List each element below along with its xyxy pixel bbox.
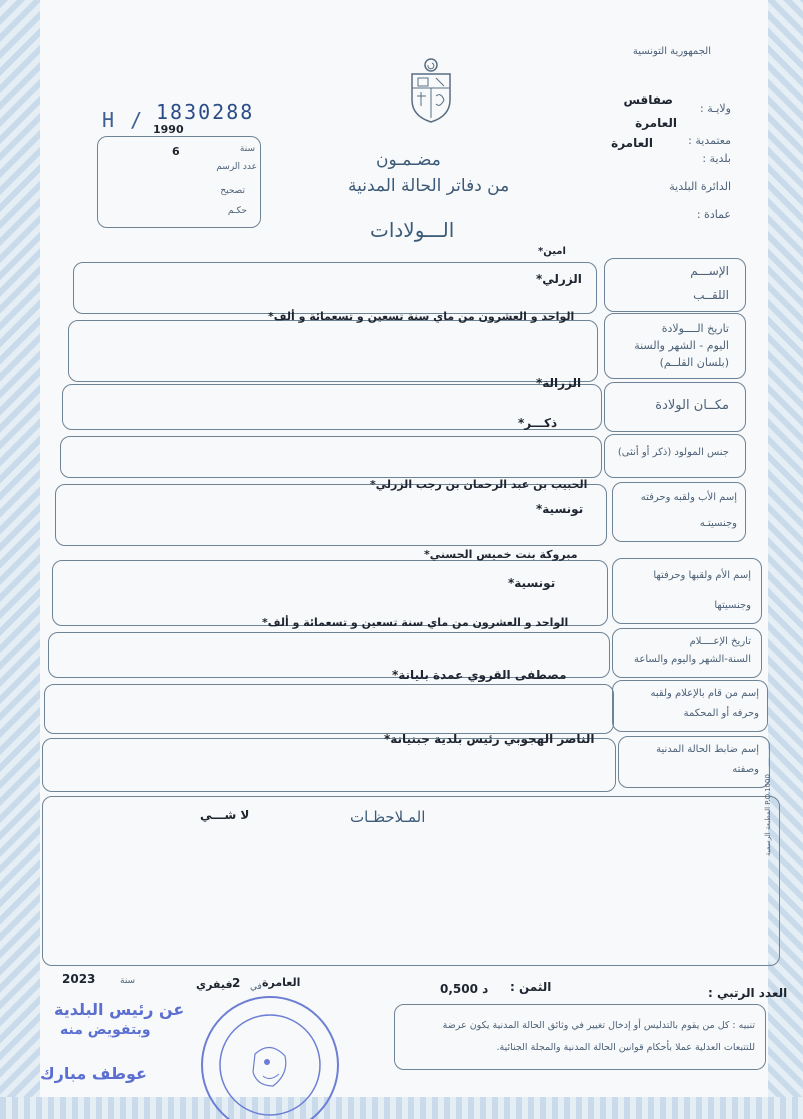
value-box-gender <box>60 436 602 478</box>
value-father-nationality: تونسية* <box>536 502 584 516</box>
value-mother-nationality: تونسية* <box>508 576 556 590</box>
document-title-registers: من دفاتر الحالة المدنية <box>348 176 510 196</box>
document-title-births: الـــولادات <box>370 218 455 242</box>
price-label: الثمن : <box>510 980 552 994</box>
label-box-father <box>612 482 746 542</box>
value-surname: الزرلي* <box>536 272 582 286</box>
serial-no-label: العدد الرتبي : <box>708 986 788 1000</box>
remarks-label: المـلاحظـات <box>350 808 426 826</box>
label-gender: جنس المولود (ذكر أو أنثى) <box>617 447 729 458</box>
register-count: 6 <box>172 145 180 158</box>
label-father-nationality: وجنسيتـه <box>699 518 737 529</box>
label-birth-date-sub: اليوم - الشهر والسنة <box>634 339 729 352</box>
value-registrar: الناصر الهجوبي رئيس بلدية جبنيانة* <box>384 732 595 746</box>
republic-label: الجمهورية التونسية <box>632 46 711 57</box>
value-box-birth-date <box>68 320 598 382</box>
print-code: المطبعة الرسمية P.O.1000 <box>764 774 772 856</box>
label-registrar: إسم ضابط الحالة المدنية <box>656 744 759 755</box>
governorate-label: ولايـة : <box>700 102 731 115</box>
serial-number: 1830288 <box>156 100 255 124</box>
warning-box <box>394 1004 766 1070</box>
footer-day: 2 <box>232 976 241 990</box>
decorative-border-left <box>0 0 42 1119</box>
value-mother: مبروكة بنت خميس الحسني* <box>424 548 578 561</box>
footer-month: فيفري <box>196 978 233 991</box>
value-box-registrar <box>42 738 616 792</box>
value-declarant: مصطفى القروي عمدة بليانة* <box>392 668 567 682</box>
value-birth-place: الزرالة* <box>536 376 582 390</box>
label-mother: إسم الأم ولقبها وحرفتها <box>653 570 751 581</box>
label-registrar-sub: وصفته <box>732 764 759 775</box>
omda-label: عمادة : <box>696 208 731 221</box>
label-surname: اللقــب <box>693 288 729 302</box>
footer-year-label: سنة <box>120 976 136 986</box>
value-declaration-date: الواحد و العشرون من ماي سنة تسعين و تسعمائة و ألف* <box>262 616 569 629</box>
label-declarant-sub: وحرفه أو المحكمة <box>683 708 759 719</box>
delegation-value-top: العامرة <box>635 116 677 130</box>
remarks-value: لا شـــي <box>200 808 250 822</box>
footer-in: في <box>250 982 262 992</box>
warning-line1: تنبيه : كل من يقوم بالتدليس أو إدخال تغيير في وثائق الحالة المدنية يكون عرضة <box>442 1020 755 1031</box>
municipal-circle-label: الدائرة البلدية <box>669 180 731 193</box>
delegation-label: معتمدية : <box>688 134 731 147</box>
value-father: الحبيب بن عبد الرحمان بن رجب الزرلي* <box>370 478 588 491</box>
judgment-label: حكـم <box>227 206 247 216</box>
footer-year: 2023 <box>62 972 96 986</box>
signature-line1: عن رئيس البلدية <box>54 1000 185 1019</box>
serial-prefix: H / <box>102 108 145 132</box>
label-declaration-date-sub: السنة-الشهر واليوم والساعة <box>634 654 751 665</box>
warning-line2: للتتبعات العدلية عملا بأحكام قوانين الحالة المدنية والمجلة الجنائية. <box>496 1042 755 1053</box>
register-year: 1990 <box>153 123 184 136</box>
value-box-declarant <box>44 684 614 734</box>
value-first-name: امين* <box>538 246 566 257</box>
label-mother-nationality: وجنسيتها <box>714 600 751 611</box>
governorate-value: صفاقس <box>623 93 673 107</box>
municipality-label: بلدية : <box>702 152 731 165</box>
document-title-extract: مضـمـون <box>376 150 441 170</box>
price-value: 0,500 د <box>440 982 489 996</box>
label-declaration-date: تاريخ الإعــــلام <box>689 636 751 647</box>
footer-place: العامرة <box>262 976 301 989</box>
value-birth-date: الواحد و العشرون من ماي سنة تسعين و تسعمائة و ألف* <box>268 310 575 323</box>
decorative-border-bottom <box>0 1097 803 1119</box>
label-birth-date: تاريخ الــــولادة <box>661 322 729 335</box>
tunisia-coat-of-arms-icon <box>406 56 456 124</box>
signature-line2: وبتفويض منه <box>60 1022 151 1038</box>
value-box-father <box>55 484 607 546</box>
value-box-name <box>73 262 597 314</box>
official-stamp-icon <box>195 990 345 1119</box>
label-father: إسم الأب ولقبه وحرفته <box>640 492 737 503</box>
signature-name: عوطف مبارك <box>40 1064 147 1083</box>
label-box-mother <box>612 558 762 624</box>
label-declarant: إسم من قام بالإعلام ولقبه <box>650 688 759 699</box>
delegation-value: العامرة <box>611 136 653 150</box>
label-name: الإســـم <box>690 264 729 278</box>
correction-label: تصحيح <box>220 186 245 196</box>
label-birth-date-words: (بلسان القلــم) <box>659 356 729 369</box>
record-number-label: عدد الرسم <box>216 162 257 172</box>
register-year-label: سنة <box>239 144 255 154</box>
value-gender: ذكـــر* <box>518 416 558 430</box>
label-birth-place: مكــان الولادة <box>655 398 729 413</box>
